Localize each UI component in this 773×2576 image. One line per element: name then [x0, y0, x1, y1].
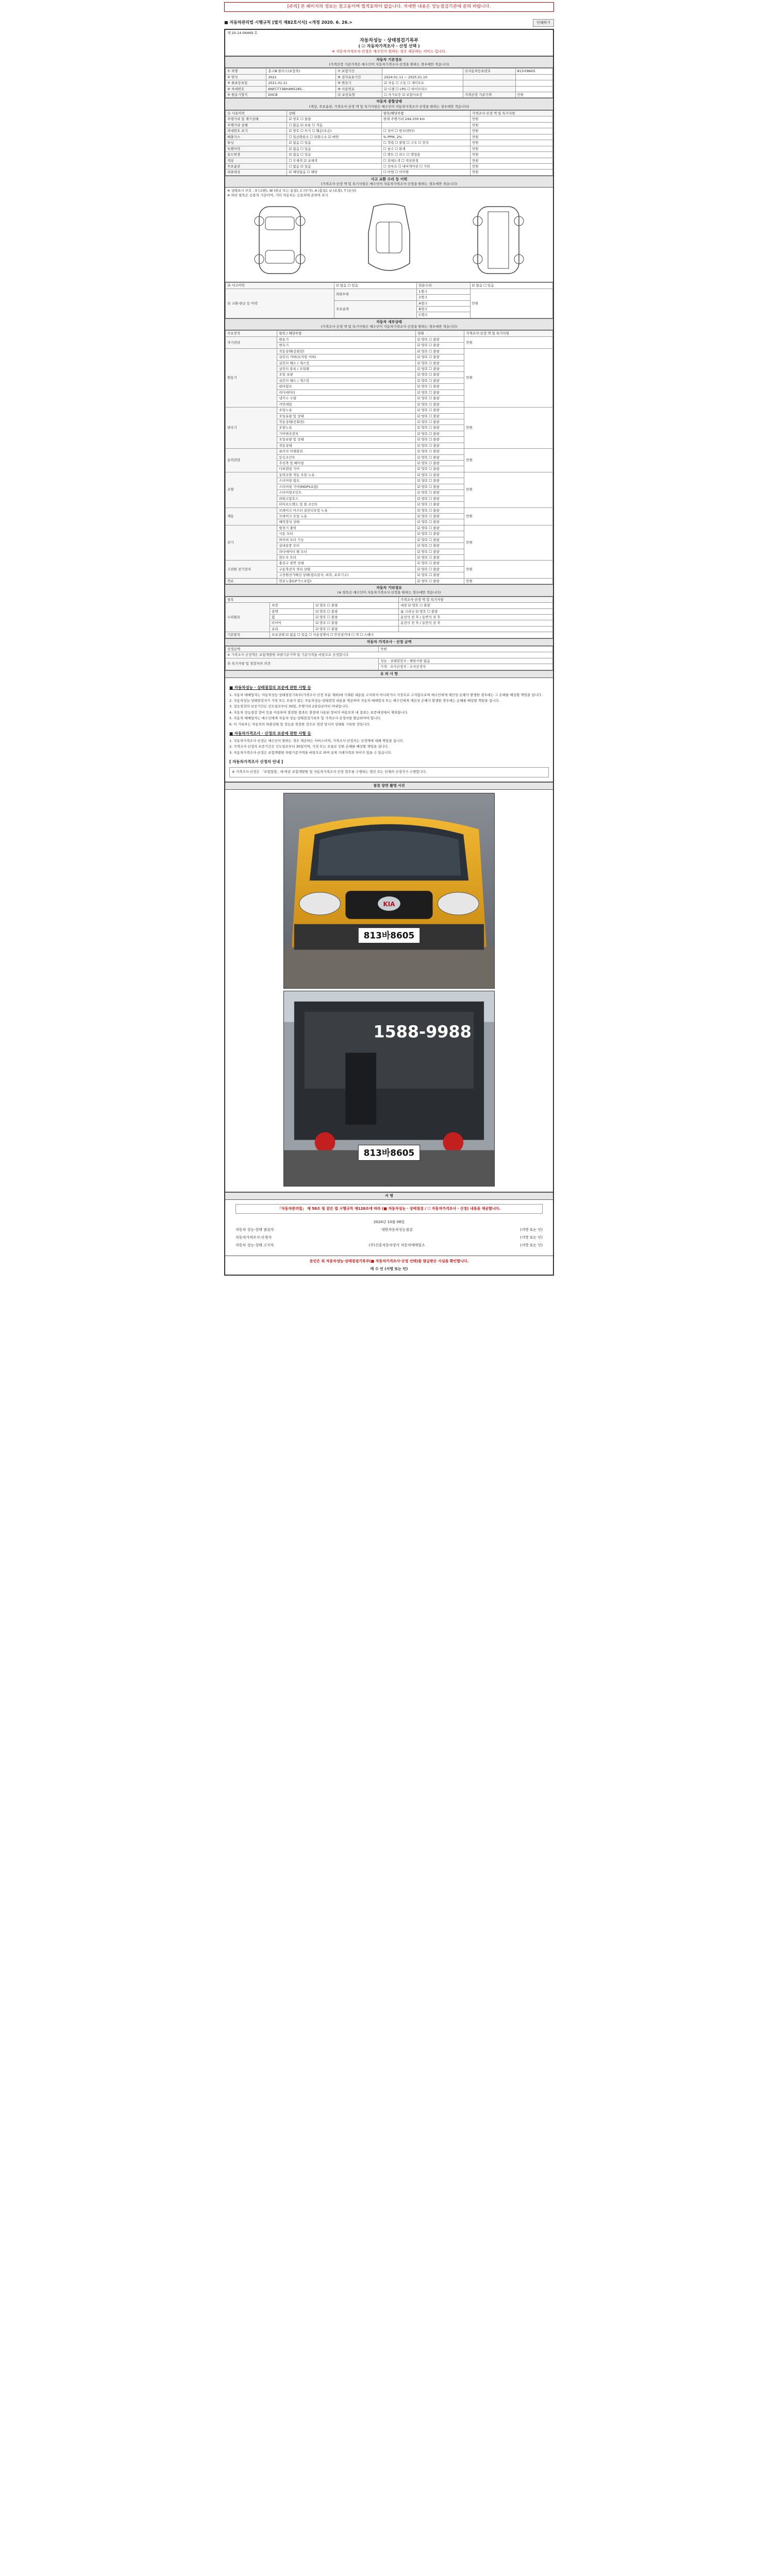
general-item-value: 만원: [470, 128, 553, 134]
general-column-header: 가격조사·산정 액 및 특기사항: [470, 111, 553, 116]
detail-group-price: 만원: [464, 525, 553, 561]
detail-item-state: ☑ 양호 ☐ 불량: [415, 413, 464, 419]
general-section-header: 자동차 종합상태 (색상, 주요옵션, 가격조사·산정 액 및 특기사항은 매수인이 자동차가격조사·산정을 원하는 경우에만 적습니다): [225, 98, 553, 110]
detail-item-label: 기어변속장치: [277, 431, 415, 436]
general-item-value: ☐ 많음 ☑ 보통 ☐ 적음: [287, 122, 381, 128]
frame-rank-a: A랭크: [417, 300, 470, 306]
general-item-value: [381, 122, 470, 128]
detail-item-state: ☑ 양호 ☐ 불량: [415, 389, 464, 395]
options-group-label: 수리필요: [226, 603, 270, 632]
detail-column-header: 상태: [415, 331, 464, 336]
detail-item-label: 오일누유: [277, 408, 415, 413]
detail-item-label: 고전원전기배선 상태(접속단자, 피복, 보호기구): [277, 572, 415, 578]
detail-item-label: 냉각수 수량: [277, 396, 415, 401]
signer-3-name: (주)신흥자동차상사 자동차매매업소: [368, 1243, 425, 1248]
detail-item-state: ☑ 양호 ☐ 불량: [415, 384, 464, 389]
detail-item-state: ☑ 양호 ☐ 불량: [415, 555, 464, 561]
detail-item-label: 배력장치 상태: [277, 519, 415, 525]
title-main: 자동차성능 · 상태점검기록부: [359, 38, 418, 43]
signature-block: [225, 1200, 553, 1255]
detail-group-label: 전기: [226, 525, 277, 561]
options-item-value: 내장 ☑ 양호 ☐ 불량: [399, 603, 553, 608]
options-section-header: 자동차 기타정보 (※ 항목은 매수인이 자동차가격조사·산정을 원하는 경우에만 적습니다): [225, 584, 553, 597]
detail-group-price: 만원: [464, 449, 553, 472]
signer-2-role: 자동차가격조사·산정자: [236, 1235, 272, 1240]
plate-front: 813바8605: [363, 930, 415, 941]
detail-item-state: ☑ 양호 ☐ 불량: [415, 578, 464, 584]
basic-label: ⑫ 보증유형: [335, 92, 382, 98]
inspector-b-value: 조사산정자: [409, 665, 426, 669]
detail-item-label: 실린더 블록 / 오일팬: [277, 366, 415, 372]
truck-rear-photo: [283, 991, 495, 1187]
car-top-diagram: [353, 201, 425, 279]
detail-item-state: ☑ 양호 ☐ 불량: [415, 461, 464, 466]
photo-area: [225, 790, 553, 1192]
detail-item-state: ☑ 양호 ☐ 불량: [415, 502, 464, 507]
basic-value: ☐ 자가보증 ☑ 보험사보증: [382, 92, 463, 98]
detail-item-label: 윈도우 모터: [277, 555, 415, 561]
options-item-label: 유리: [270, 626, 314, 632]
general-item-value: 만원: [470, 158, 553, 163]
plate-rear: 813바8605: [363, 1147, 415, 1158]
notice-paragraph: 2. 가격조사·산정의 보증기간은 인도일로부터 30일이며, 거짓 또는 오류로 인한 손해를 배상할 책임을 집니다.: [229, 744, 389, 749]
detail-column-header: 가격조사·산정 액 및 특기사항: [464, 331, 553, 336]
options-item-label: 타이어: [270, 620, 314, 626]
basic-label: [463, 80, 515, 86]
frame-rank-c: C랭크: [417, 312, 470, 318]
general-item-label: 용도변경: [226, 152, 287, 158]
detail-group-label: 자기진단: [226, 336, 277, 348]
options-item-value: ☑ 양호 ☐ 불량: [314, 626, 399, 632]
accident-history-label: ⑭ 사고이력: [226, 283, 334, 289]
basic-label: ⑦ 보험기간: [335, 69, 382, 74]
kit-value: 보유상태 ☑ 없음 ☐ 있음 ☐ 사용설명서 ☐ 안전삼각대 ☐ 잭 ☐ 스패너: [270, 632, 553, 638]
notice-paragraph: 4. 자동차 성능점검 장비 등을 이용하여 점검한 결과로 점검에 사용된 장비의 허용오차 내 결과는 보증대상에서 제외됩니다.: [229, 710, 408, 715]
detail-item-label: 시동 모터: [277, 531, 415, 537]
accident-section-header: 사고 교환 수리 등 이력 (가격조사·산정 액 및 특기사항은 매수인이 자동차가격조사·산정을 원하는 경우에만 적습니다): [225, 176, 553, 188]
signer-1-sign: (서명 또는 인): [520, 1228, 543, 1232]
outer-rank-1: 1랭크: [417, 289, 470, 294]
detail-group-label: 변속기: [226, 408, 277, 449]
car-underbody-diagram: [462, 201, 534, 279]
general-item-value: ☑ 양호 ☐ 부식 ☐ 훼손(오손): [287, 128, 381, 134]
detail-group-price: 만원: [464, 408, 553, 449]
detail-column-header: 항목 / 해당부품: [277, 331, 415, 336]
notice-paragraph: 3. 성능점검의 보증기간은 인도일로부터 30일, 주행거리 2천킬로미터 이내입니다.: [229, 704, 349, 709]
basic-info-table: [225, 68, 553, 98]
title-option: ( ☑ 자동차가격조사 · 산정 선택 ): [358, 44, 420, 49]
detail-item-state: ☑ 양호 ☐ 불량: [415, 372, 464, 378]
detail-item-state: ☑ 양호 ☐ 불량: [415, 378, 464, 383]
detail-group-price: 만원: [464, 507, 553, 525]
general-item-value: 만원: [470, 170, 553, 175]
basic-label: [463, 74, 515, 80]
notice-paragraph: 5. 자동차 매매업자는 매수인에게 자동차 성능·상태점검기록부 및 가격조사·산정서를 발급하여야 합니다.: [229, 716, 381, 721]
basic-value: [515, 86, 552, 92]
detail-item-state: ☑ 양호 ☐ 불량: [415, 431, 464, 436]
general-state-table: [225, 110, 553, 176]
receipt-confirm: [225, 1256, 553, 1275]
sign-date: 2024년 10월 08일: [373, 1220, 405, 1225]
detail-item-state: ☑ 양호 ☐ 불량: [415, 537, 464, 543]
general-item-value: % PPM, 2%: [381, 134, 470, 140]
inspector-a-label: 성능 · 상태점검자: [380, 658, 407, 663]
options-item-value: ☑ 양호 ☐ 불량: [314, 615, 399, 620]
document: [224, 0, 554, 1276]
options-item-value: ☑ 양호 ☐ 불량: [314, 608, 399, 614]
basic-label: ④ 차대번호: [226, 86, 266, 92]
basic-value: 2021.01.11: [266, 80, 336, 86]
detail-item-state: ☑ 양호 ☐ 불량: [415, 366, 464, 372]
detail-item-state: ☑ 양호 ☐ 불량: [415, 449, 464, 454]
detail-item-state: ☑ 양호 ☐ 불량: [415, 478, 464, 484]
general-item-value: ☑ 없음 ☐ 있음: [287, 140, 381, 146]
basic-label: ① 차명: [226, 69, 266, 74]
detail-item-label: 원동기: [277, 336, 415, 342]
detail-item-label: 파워고압호스: [277, 496, 415, 501]
general-column-header: 항목/해당부품: [381, 111, 470, 116]
notice-paragraph: 6. 이 기록부는 자동차의 외관상태 및 성능을 점검한 것으로 점검 당시의 상태를 기록한 것입니다.: [229, 722, 371, 726]
notice-heading-appraiser: [ 자동차가격조사 산정자 안내 ]: [229, 759, 283, 765]
general-item-label: 차대번호 표기: [226, 128, 287, 134]
basic-value: 만원: [515, 92, 552, 98]
basic-value: [382, 69, 463, 74]
detail-item-label: 클러치 어셈블리: [277, 449, 415, 454]
general-item-value: ☐ 일산화탄소 ☐ 탄화수소 ☑ 매연: [287, 134, 381, 140]
detail-item-state: ☑ 양호 ☐ 불량: [415, 496, 464, 501]
detail-item-label: 발전기 출력: [277, 525, 415, 531]
options-item-value: 룸 크리닝 ☑ 양호 ☐ 불량: [399, 608, 553, 614]
amount-value: 만원: [379, 646, 553, 652]
detail-item-state: ☑ 양호 ☐ 불량: [415, 531, 464, 537]
detail-item-label: 변속기: [277, 343, 415, 348]
doc-number: 제 20-14-06469 호: [227, 31, 258, 36]
detail-item-label: 연료누출(LP가스포함): [277, 578, 415, 584]
basic-value: KNFCT73BH4M5285...: [266, 86, 336, 92]
replace-history-label: ⑮ 교환·판금 등 이력: [226, 289, 334, 318]
basic-label: ⑧ 검사유효기간: [335, 74, 382, 80]
notice-heading-performance: ■ 자동차성능 · 상태점검의 보증에 관한 사항 등: [229, 685, 311, 690]
detail-item-label: 작동상태(공회전): [277, 419, 415, 425]
general-item-label: 배출가스: [226, 134, 287, 140]
general-item-label: 주요옵션: [226, 163, 287, 169]
general-item-label: 주행거리 상태: [226, 122, 287, 128]
general-item-value: ☐ 상이 ☐ 변조(변타): [381, 128, 470, 134]
general-item-value: 만원: [470, 140, 553, 146]
detail-item-label: 오일누유: [277, 425, 415, 431]
general-item-value: ☑ 해당없음 ☐ 해당: [287, 170, 381, 175]
options-column-header: 항목: [226, 597, 399, 602]
detail-item-state: ☑ 양호 ☐ 불량: [415, 360, 464, 366]
title-note: ※ 자동차가격조사·산정은 매수인이 원하는 경우 제공하는 서비스 입니다.: [332, 49, 446, 54]
signer-2-sign: (서명 또는 인): [520, 1235, 543, 1240]
detail-group-price: 만원: [464, 578, 553, 584]
options-item-value: [399, 626, 553, 632]
notice-heading-price: ■ 자동차가격조사 · 산정의 보증에 관한 사항 등: [229, 731, 311, 736]
detail-item-state: ☑ 양호 ☐ 불량: [415, 543, 464, 549]
detail-item-label: 오일유량 및 상태: [277, 413, 415, 419]
detail-item-label: 라디에이터 팬 모터: [277, 549, 415, 554]
detail-group-label: 제동: [226, 507, 277, 525]
detail-column-header: 주요장치: [226, 331, 277, 336]
basic-value: 813바8605: [515, 69, 552, 74]
detail-item-label: 오일유량 및 상태: [277, 437, 415, 443]
detail-item-state: ☑ 양호 ☐ 불량: [415, 354, 464, 360]
frame-label: 주요골격: [334, 300, 416, 318]
general-item-value: 만원: [470, 163, 553, 169]
detail-item-label: 브레이크 오일 누유: [277, 513, 415, 519]
basic-value: [515, 80, 552, 86]
detail-item-label: 타이로드엔드 및 볼 조인트: [277, 502, 415, 507]
inspector-b-label: 가격 · 조사산정자: [380, 665, 407, 669]
general-item-value: 만원: [470, 146, 553, 151]
basic-value: ☑ 자동 ☐ 수동 ☐ 세미오토: [382, 80, 463, 86]
amount-label: 산정금액: [226, 646, 379, 652]
accident-price: 만원: [470, 289, 552, 318]
detail-item-state: ☑ 양호 ☐ 불량: [415, 484, 464, 489]
basic-value: [515, 74, 552, 80]
frame-rank-b: B랭크: [417, 306, 470, 312]
options-table: [225, 597, 553, 638]
general-item-value: 만원: [470, 152, 553, 158]
general-item-value: ☐ 전체도색 ☐ 색상변경: [381, 158, 470, 163]
detail-item-state: ☑ 양호 ☐ 불량: [415, 519, 464, 525]
detail-item-label: 실린더 헤드 / 개스킷: [277, 360, 415, 366]
basic-value: D4CB: [266, 92, 336, 98]
signer-1-name: 대한자동차성능점검: [381, 1228, 413, 1232]
general-item-value: ☐ 침수 ☐ 화재: [381, 146, 470, 151]
outer-panel-label: 외판부위: [334, 289, 416, 300]
kit-label: 기본품목: [226, 632, 270, 638]
options-item-label: 광택: [270, 608, 314, 614]
buyer-sign: (서명 또는 인): [384, 1266, 408, 1271]
detail-item-state: ☑ 양호 ☐ 불량: [415, 437, 464, 443]
basic-label: ⑩ 사용연료: [335, 86, 382, 92]
car-side-diagram: [244, 201, 316, 279]
signer-3-sign: (서명 또는 인): [520, 1243, 543, 1248]
detail-item-state: ☑ 양호 ☐ 불량: [415, 419, 464, 425]
detail-item-state: ☑ 양호 ☐ 불량: [415, 408, 464, 413]
detail-item-state: ☑ 양호 ☐ 불량: [415, 549, 464, 554]
basic-label: ⑤ 원동기형식: [226, 92, 266, 98]
general-item-label: 주행거리 및 계기상태: [226, 116, 287, 122]
detail-item-state: ☑ 양호 ☐ 불량: [415, 425, 464, 431]
general-item-value: ☐ 렌트 ☐ 리스 ☐ 영업용: [381, 152, 470, 158]
detail-item-state: ☑ 양호 ☐ 불량: [415, 566, 464, 572]
basic-label: 가격산정 기준가격: [463, 92, 515, 98]
detail-item-label: 디퍼렌셜 기어: [277, 466, 415, 472]
inspector-a-value: 해당사항 없음: [409, 658, 430, 663]
general-item-label: 특별이력: [226, 146, 287, 151]
legend-symbols: ※ 상태표시 부호 : X (교환), W (판금 또는 용접), C (부식), A (흠집), U (요철), T (손상): [227, 189, 357, 193]
car-diagrams: [225, 198, 553, 282]
print-button[interactable]: 인쇄하기: [533, 19, 554, 27]
detail-table: [225, 330, 553, 584]
detail-item-state: ☑ 양호 ☐ 불량: [415, 513, 464, 519]
final-table: 산정금액 만원 ※ 가격조사·산정액은 보험개발원 차량기준가액 및 기준가격을 바탕으로 산정합니다 ⑯ 특기사항 및 점검자의 의견 성능 · 상태점검자 : 해당사항 없음 가격 · 조사산정자 : 조사산정자: [225, 646, 553, 670]
detail-group-price: 만원: [464, 561, 553, 578]
notice-paragraph: 1. 자동차가격조사·산정은 매수인이 원하는 경우 제공하는 서비스이며, 가격조사·산정자는 산정액에 대해 책임을 집니다.: [229, 739, 404, 743]
notice-body: [225, 678, 553, 782]
notice-paragraph: 3. 자동차가격조사·산정은 보험개발원 차량기준가액을 바탕으로 하며 실제 거래가격과 차이가 있을 수 있습니다.: [229, 750, 392, 755]
accident-history-value: ☑ 없음 ☐ 있음: [334, 283, 416, 289]
basic-section-header: 자동차 기본정보 (가격산정 기준가격은 매수인이 자동차가격조사·산정을 원하는 경우에만 적습니다): [225, 56, 553, 69]
detail-item-label: 작동상태(공회전): [277, 348, 415, 354]
options-item-value: 운전석 전 후 / 동반석 전 후: [399, 620, 553, 626]
detail-group-price: 만원: [464, 348, 553, 407]
basic-value: 2021: [266, 74, 336, 80]
general-item-value: 만원: [470, 122, 553, 128]
appraiser-note: ※ 가격조사·산정은 「보험업법」에 따른 보험개발원 및 자동차가격조사·산정 업무를 수행하는 법인 또는 단체의 산정자가 수행합니다.: [229, 767, 549, 777]
detail-item-state: ☑ 양호 ☐ 불량: [415, 572, 464, 578]
detail-item-label: 커먼레일: [277, 401, 415, 407]
buyer-label: 매 수 인: [370, 1266, 383, 1271]
basic-label: ⑨ 변속기: [335, 80, 382, 86]
rear-phone-number: 1588-9988: [373, 1022, 472, 1042]
detail-item-label: 스티어링 펌프: [277, 478, 415, 484]
general-item-label: 튜닝: [226, 140, 287, 146]
detail-item-state: ☑ 양호 ☐ 불량: [415, 348, 464, 354]
general-column-header: 상태: [287, 111, 381, 116]
detail-group-price: 만원: [464, 472, 553, 507]
detail-item-label: 와이퍼 모터 기능: [277, 537, 415, 543]
options-item-value: ☑ 양호 ☐ 불량: [314, 603, 399, 608]
options-item-label: 외장: [270, 603, 314, 608]
detail-item-label: 구동축전지 격리 상태: [277, 566, 415, 572]
legend-note: ※ 하단 항목은 승용차 기준이며, 기타 자동차는 승용차에 준하여 표시: [227, 193, 328, 197]
notice-banner: [주의] 본 페이지의 정보는 참고용이며 법적효력이 없습니다. 자세한 내용은 성능점검기관에 문의 바랍니다.: [224, 2, 554, 12]
detail-item-state: ☑ 양호 ☐ 불량: [415, 507, 464, 513]
accident-table: [225, 282, 553, 318]
general-item-value: ☐ 적법 ☐ 불법 ☐ 구조 ☐ 장치: [381, 140, 470, 146]
general-item-value: 현재 주행거리 244,330 km: [381, 116, 470, 122]
detail-item-label: 라디에이터: [277, 389, 415, 395]
sign-section-header: 서 명: [225, 1192, 553, 1200]
notice-paragraph: 2. 자동차성능·상태점검자가 거짓 또는 오류가 있는 자동차성능·상태점검 내용을 제공하여 자동차 매매업자 또는 매수인에게 재산상 손해가 발생한 경우에는 손해를 배상할 책임을 집니다.: [229, 699, 500, 703]
record-form: [224, 29, 554, 1276]
detail-group-label: 연료: [226, 578, 277, 584]
detail-section-header: 자동차 세부상태 (가격조사·산정 액 및 특기사항은 매수인이 자동차가격조사·산정을 원하는 경우에만 적습니다): [225, 318, 553, 331]
detail-item-state: ☑ 양호 ☐ 불량: [415, 561, 464, 566]
detail-item-state: ☑ 양호 ☐ 불량: [415, 396, 464, 401]
options-column-header: 가격조사·산정 액 및 특기사항: [399, 597, 553, 602]
simple-repair-label: 단순수리: [417, 283, 470, 289]
detail-item-state: ☑ 양호 ☐ 불량: [415, 343, 464, 348]
detail-group-label: 고전원 전기장치: [226, 561, 277, 578]
detail-item-label: 스티어링조인트: [277, 490, 415, 496]
detail-item-state: ☑ 양호 ☐ 불량: [415, 472, 464, 478]
detail-group-label: 동력전달: [226, 449, 277, 472]
outer-rank-2: 2랭크: [417, 295, 470, 300]
detail-item-label: 오일 유량: [277, 372, 415, 378]
inspector-label: ⑯ 특기사항 및 점검자의 의견: [226, 658, 379, 670]
detail-group-label: 원동기: [226, 348, 277, 407]
detail-item-state: ☑ 양호 ☐ 불량: [415, 466, 464, 472]
detail-item-label: 등속조인트: [277, 454, 415, 460]
form-header: ■ 자동차관리법 시행규칙 [별지 제82호서식] <개정 2020. 6. 26.>: [224, 20, 352, 25]
detail-group-label: 조향: [226, 472, 277, 507]
detail-item-state: ☑ 양호 ☐ 불량: [415, 443, 464, 448]
detail-item-label: 실린더 커버(로커암 커버): [277, 354, 415, 360]
notice-section-header: 유 의 사 항: [225, 670, 553, 678]
form-title: [225, 37, 553, 56]
basic-value: 2024.01.11 ~ 2025.01.10: [382, 74, 463, 80]
general-item-value: ☑ 양호 ☐ 불량: [287, 116, 381, 122]
detail-item-state: ☑ 양호 ☐ 불량: [415, 490, 464, 496]
signer-1-role: 자동차 성능·상태 점검자: [236, 1228, 274, 1232]
final-section-header: 자동차 가격조사 · 산정 금액: [225, 638, 553, 646]
notice-paragraph: 1. 자동차 매매업자는 자동차성능·상태점검기록부(가격조사·산정 부분 제외)에 기재된 내용을 고지하지 아니하거나 거짓으로 고지함으로써 매수인에게 재산상 손해가 발생한 경우에는 그 손해를 배상할 책임을 집니다.: [229, 692, 543, 697]
general-column-header: ⑬ 사용이력: [226, 111, 287, 116]
general-item-value: 만원: [470, 116, 553, 122]
basic-label: [463, 86, 515, 92]
general-item-value: ☐ 선루프 ☐ 내비게이션 ☐ 기타: [381, 163, 470, 169]
detail-item-label: 추진축 및 베어링: [277, 461, 415, 466]
basic-value: 봉고Ⅲ 플러스(초장축): [266, 69, 336, 74]
basic-label: ③ 최초등록일: [226, 80, 266, 86]
general-item-value: ☐ 없음 ☑ 있음: [287, 163, 381, 169]
general-item-value: ☐ 무채색 ☑ 유채색: [287, 158, 381, 163]
svg-text:KIA: KIA: [383, 900, 395, 908]
options-item-value: ☑ 양호 ☐ 불량: [314, 620, 399, 626]
photos-section-header: 점검 장면 촬영 사진: [225, 782, 553, 790]
general-item-label: 색상: [226, 158, 287, 163]
signer-3-role: 자동차 성능·상태 고지자: [236, 1243, 274, 1248]
receipt-text: 본인은 위 자동차성능·상태점검기록부(■ 자동차가격조사·산정 선택)를 발급받은 사실을 확인합니다.: [309, 1259, 469, 1263]
truck-front-photo: [283, 793, 495, 989]
general-item-value: 만원: [470, 134, 553, 140]
simple-repair-value: ☑ 없음 ☐ 있음: [470, 283, 552, 289]
general-item-value: ☑ 없음 ☐ 있음: [287, 146, 381, 151]
basic-label: ⑪자동차등록번호: [463, 69, 515, 74]
detail-item-label: 실내송풍 모터: [277, 543, 415, 549]
amount-note: ※ 가격조사·산정액은 보험개발원 차량기준가액 및 기준가격을 바탕으로 산정합니다: [226, 652, 553, 658]
detail-item-label: 동력조향 작동 오일 누유: [277, 472, 415, 478]
basic-label: ② 연식: [226, 74, 266, 80]
options-item-value: 운전석 전 후 / 동반석 전 후: [399, 615, 553, 620]
general-item-value: ☑ 없음 ☐ 있음: [287, 152, 381, 158]
detail-item-label: 충전구 절연 상태: [277, 561, 415, 566]
detail-item-label: 브레이크 마스터 실린더오일 누유: [277, 507, 415, 513]
detail-item-label: 작동상태: [277, 443, 415, 448]
detail-item-label: 실린더 헤드 / 개스킷: [277, 378, 415, 383]
sign-declaration: 「자동차관리법」 제 58조 및 같은 법 시행규칙 제120조에 따라 (■ 자동차성능 · 상태점검 / ☐ 자동차가격조사 · 산정) 내용을 제공합니다.: [236, 1204, 543, 1214]
basic-value: ☑ 디젤 ☐ LPG ☐ 하이브리드: [382, 86, 463, 92]
detail-item-state: ☑ 양호 ☐ 불량: [415, 454, 464, 460]
general-item-label: 리콜대상: [226, 170, 287, 175]
detail-item-state: ☑ 양호 ☐ 불량: [415, 336, 464, 342]
detail-item-state: ☑ 양호 ☐ 불량: [415, 525, 464, 531]
options-item-label: 휠: [270, 615, 314, 620]
detail-item-label: 워터펌프: [277, 384, 415, 389]
detail-item-state: ☑ 양호 ☐ 불량: [415, 401, 464, 407]
detail-item-label: 스티어링 기어(MDPS포함): [277, 484, 415, 489]
detail-group-price: 만원: [464, 336, 553, 348]
general-item-value: ☐ 이행 ☐ 미이행: [381, 170, 470, 175]
